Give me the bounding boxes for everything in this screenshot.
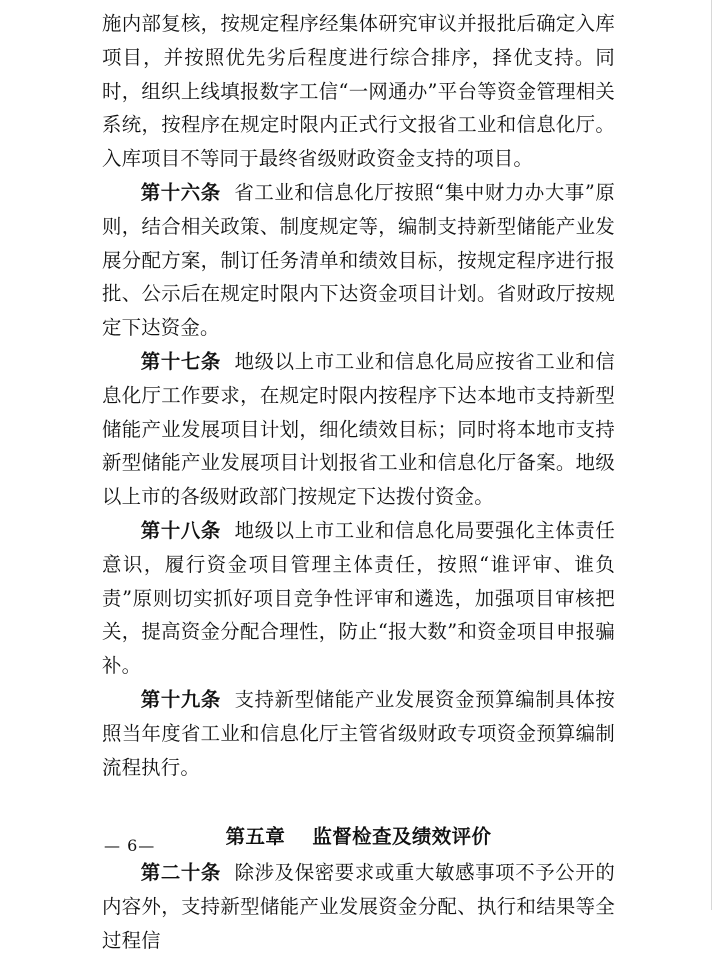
chapter-title: 监督检查及绩效评价 [312,825,492,849]
article-number: 第二十条 [140,861,221,885]
article-number: 第十八条 [140,518,221,542]
paragraph-text: 施内部复核，按规定程序经集体研究审议并报批后确定入库项目，并按照优先劣后程度进行综合排序，择优支持。同时，组织上线填报数字工信“一网通办”平台等资金管理相关系统，按程序在规定时限内正式行文报省工业和信息化厅。入库项目不等同于最终省级财政资金支持的项目。 [102,12,615,171]
article-19 [102,683,615,784]
article-number: 第十九条 [140,687,221,711]
article-number: 第十七条 [140,349,221,373]
paragraph-continuation [102,7,615,176]
article-20 [102,856,615,957]
article-text: 地级以上市工业和信息化局应按省工业和信息化厅工作要求，在规定时限内按程序下达本地市支持新型储能产业发展项目计划，细化绩效目标；同时将本地市支持新型储能产业发展项目计划报省工业和信息化厅备案。地级以上市的各级财政部门按规定下达拨付资金。 [102,349,615,509]
article-18 [102,514,615,683]
article-17 [102,345,615,514]
article-number: 第十六条 [140,180,221,204]
chapter-number: 第五章 [225,825,286,849]
article-16 [102,176,615,345]
article-text: 省工业和信息化厅按照“集中财力办大事”原则，结合相关政策、制度规定等，编制支持新型储能产业发展分配方案，制订任务清单和绩效目标，按规定程序进行报批、公示后在规定时限内下达资金项目计划。省财政厅按规定下达资金。 [102,180,615,340]
article-text: 地级以上市工业和信息化局要强化主体责任意识，履行资金项目管理主体责任，按照“谁评审、谁负责”原则切实抓好项目竞争性评审和遴选，加强项目审核把关，提高资金分配合理性，防止“报大数”和资金项目申报骗补。 [102,518,615,678]
chapter-heading [102,820,615,854]
page-edge-line [711,0,712,910]
article-text: 支持新型储能产业发展资金预算编制具体按照当年度省工业和信息化厅主管省级财政专项资金预算编制流程执行。 [102,687,615,779]
page-number: — 6— [104,836,156,855]
article-text: 除涉及保密要求或重大敏感事项不予公开的内容外，支持新型储能产业发展资金分配、执行和结果等全过程信 [102,861,615,952]
document-body [102,7,615,958]
